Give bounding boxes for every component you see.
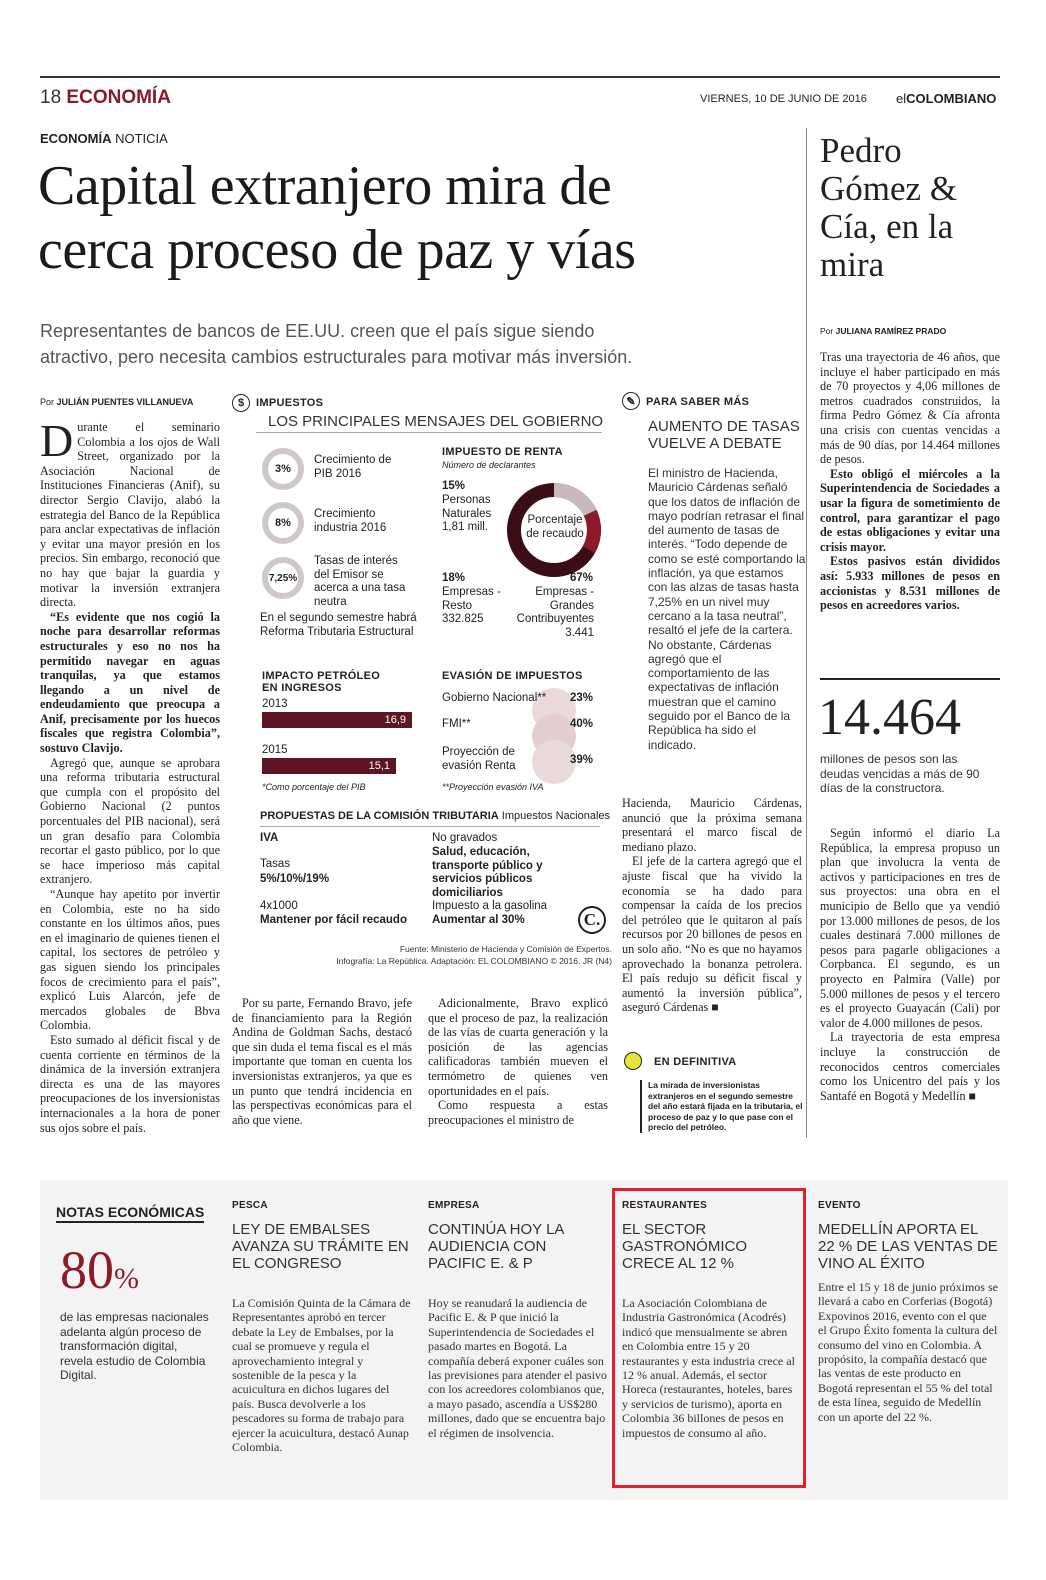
gasolina-value: Aumentar al 30% [432,914,525,926]
notes-big-unit: % [114,1262,139,1295]
right-byline [820,326,946,336]
header-top-rule [40,76,1000,78]
x4000-label: 4x1000 [260,900,298,912]
byline [40,397,193,407]
right-paragraph-3: Estos pasivos están divididos así: 5.933 millones de pesos en accionistas y 8.531 millones de pesos en acreedores varios. [820,554,1000,613]
petroleo-note: *Como porcentaje del PIB [262,782,366,792]
note-body: Entre el 15 y 18 de junio próximos se llevará a cabo en Corferias (Bogotá) Expovinos 2016, evento con el que el Grupo Éxito fomenta la cultura del consumo del vino en Colombia. A propósito, la compañía destacó que las ventas de este producto en Bogotá representan el 55 % del total de esta línea, seguido de Medellín con un aporte del 22 %. [818,1280,998,1424]
petroleo-bar-2015: 15,1 [262,758,396,774]
article-column-3 [428,996,608,1127]
byline-prefix: Por [40,397,57,407]
ring-rates-label: Tasas de interés del Emisor se acerca a una tasa neutra [314,555,406,608]
petroleo-bar-2013: 16,9 [262,712,412,728]
note-label: PESCA [232,1200,268,1211]
col1-paragraph-4: “Aunque hay apetito por invertir en Colombia, este no ha sido constante en los últimos años, pues en el imaginario de quienes tienen el capital, los sectores de petróleo y gas siguen siendo los principales focos de crecimiento para el país”, explicó Luis Alarcón, jefe de mercados globales de Bbva Colombia. [40,887,220,1033]
col4-paragraph-2: El jefe de la cartera agregó que el ajuste fiscal que ha vivido la economía se ha dado para compensar la caída de los precios del petróleo que le quitaron al país recursos por 20 billones de pesos en un solo año. “No es que no hayamos aprovechado la bonanza petrolera. El país redujo su déficit fiscal y aumentó la inversión pública”, aseguró Cárdenas ■ [622,854,802,1015]
note-item-pesca [232,1200,412,1454]
note-body: La Asociación Colombiana de Industria Gastronómica (Acodrés) indicó que mensualmente se abren en Colombia entre 15 y 20 restaurantes y esta industria crece al 12 % anual. Además, el sector Horeca (restaurantes, hoteles, bares y servicios de turismo), aporta en Colombia 36 billones de pesos en impuestos de consumo al año. [622,1296,795,1440]
infographic-title: LOS PRINCIPALES MENSAJES DEL GOBIERNO [268,413,604,430]
evasion-gobierno-label: Gobierno Nacional** [442,692,547,704]
kicker [40,131,168,146]
renta-15-label: Personas Naturales 1,81 mill. [442,494,492,533]
col4-paragraph-1: Hacienda, Mauricio Cárdenas, anunció que la próxima semana presentará el marco fiscal de mediano plazo. [622,796,802,854]
saber-title: AUMENTO DE TASAS VUELVE A DEBATE [648,418,800,452]
headline-line-2: cerca proceso de paz y vías [38,219,636,281]
evasion-renta-label: Proyección de evasión Renta [442,746,516,772]
reform-note: En el segundo semestre habrá Reforma Tributaria Estructural [260,612,417,638]
summary-icon [624,1052,642,1070]
saber-body: El ministro de Hacienda, Mauricio Cárdenas señaló que los datos de inflación de mayo podrían retrasar el final del aumento de tasas de interés. “Todo depende de como se esté comportando la inflación, ya que estamos con las alzas de tasas hasta 7,25% en un nivel muy cercano a la tasa neutral”, resaltó el jefe de la cartera. No obstante, Cárdenas agregó que el comportamiento de las expectativas de inflación muestran que el camino seguido por el Banco de la República ha sido el indicado. [648,466,806,752]
ring-industry-label: Crecimiento industria 2016 [314,508,387,534]
header-date: VIERNES, 10 DE JUNIO DE 2016 [700,93,867,105]
propuestas-title-bold: PROPUESTAS DE LA COMISIÓN TRIBUTARIA [260,810,499,822]
kicker-type: NOTICIA [111,131,168,146]
definitiva-text: La mirada de inversionistas extranjeros en el segundo semestre del año estará fijada en la tributaria, el proceso de paz y lo que pase con el precio del petróleo. [640,1080,806,1133]
evasion-fmi-value: 40% [570,718,594,730]
page-header [40,88,171,108]
article-column-2 [232,996,412,1127]
renta-15-value: 15% [442,480,466,492]
big-number-rule [820,678,1000,680]
iva-label: IVA [260,832,279,844]
deck-line-2: atractivo, pero necesita cambios estructurales para motivar más inversión. [40,347,633,367]
right-paragraph-1: Tras una trayectoria de 46 años, que incluye el haber participado en más de 70 proyectos y 4,06 millones de metros cuadrados construidos, la firma Pedro Gómez & Cía afronta una crisis con cuentas vencidas a más de 90 días, por 14.464 millones de pesos. [820,350,1000,467]
ring-pib: 3% [262,448,304,490]
infographic-label: IMPUESTOS [256,397,324,409]
deck [40,318,810,370]
big-number-caption: millones de pesos son las deudas vencidas a más de 90 días de la constructora. [820,752,980,795]
paper-logo [896,91,996,106]
tasas-label: Tasas [260,858,291,870]
note-item-restaurantes [622,1200,800,1440]
section-name: ECONOMÍA [66,87,171,108]
paper-logo-name: COLOMBIANO [906,91,997,106]
pushpin-icon: ✎ [622,392,640,410]
gasolina-label: Impuesto a la gasolina [432,900,548,912]
right-story-body-bottom [820,826,1000,1103]
propuestas-rule [260,826,600,827]
headline-line-1: Capital extranjero mira de [38,155,612,217]
note-title: CONTINÚA HOY LA AUDIENCIA CON PACIFIC E. & P [428,1221,564,1272]
evasion-note: **Proyección evasión IVA [442,782,544,792]
kicker-section: ECONOMÍA [40,131,112,146]
definitiva-label: EN DEFINITIVA [654,1056,737,1068]
column-divider [806,128,807,1138]
note-label: EVENTO [818,1200,861,1211]
infographic-credit: Infografía: La República. Adaptación: EL COLOMBIANO © 2016. JR (N4) [336,956,612,966]
col2-paragraph-1: Por su parte, Fernando Bravo, jefe de financiamiento para la Región Andina de Goldman Sachs, destacó que sin duda el tema fiscal es el más importante que toman en cuenta los inversionistas extranjeros, ya que es un punto que tendrá incidencia en las perspectivas económicas para el año que viene. [232,996,412,1127]
right-paragraph-4: Según informó el diario La República, la empresa propuso un plan que involucra la venta de activos y participaciones en tres de sus proyectos: una obra en el municipio de Bello que ya vendió por 13.000 millones de pesos, de los cuales destinará 7.000 millones de pesos para pagarle obligaciones a Corpbanca. El segundo, es un proyecto en Palmira (Valle) por 5.000 millones de pesos y el tercero es el proyecto Guayacán (Cali) por valor de 4.000 millones de pesos. [820,826,1000,1030]
ring-pib-label: Crecimiento de PIB 2016 [314,454,392,480]
propuestas-title [260,810,610,822]
right-headline: Pedro Gómez & Cía, en la mira [820,131,958,284]
note-item-evento [818,1200,998,1424]
note-title: LEY DE EMBALSES AVANZA SU TRÁMITE EN EL CONGRESO [232,1221,409,1272]
tasas-value: 5%/10%/19% [260,873,330,885]
no-gravados-label: No gravados [432,832,498,844]
right-paragraph-2: Esto obligó el miércoles a la Superintendencia de Sociedades a usar la figura de sometimiento de control, para garantizar el pago de estas obligaciones y evitar una crisis mayor. [820,466,1000,554]
donut-label: Porcentaje de recaudo [526,514,584,540]
propuestas-title-rest: Impuestos Nacionales [498,810,611,822]
saber-label: PARA SABER MÁS [646,396,750,408]
note-label: EMPRESA [428,1200,480,1211]
note-body: La Comisión Quinta de la Cámara de Representantes aprobó en tercer debate la Ley de Embalses, por la cual se promueve y regula el aprovechamiento integral y sostenible de la pesca y la acuicultura en dichos lugares del país. Busca devolverle a los pescadores su forma de trabajo para ejercer la acuicultura, destacó Aunap Colombia. [232,1296,411,1455]
evasion-title: EVASIÓN DE IMPUESTOS [442,670,583,682]
renta-18-label: Empresas - Resto 332.825 [442,586,501,625]
right-story-body-top [820,350,1000,613]
drop-cap: D [40,420,74,466]
no-gravados-value: Salud, educación, transporte público y servicios públicos domiciliarios [432,846,543,899]
col1-paragraph-1: urante el seminario Colombia a los ojos de Wall Street, organizado por la Asociación Nacional de Instituciones Financieras (Anif), su director Sergio Clavijo, alabó la estrategia del Banco de la República para anclar expectativas de inflación y evitar una mayor presión en los precios. Sin embargo, reconoció que no hay que bajar la guardia y motivar la inversión extranjera directa. [40,420,220,610]
infographic [232,392,612,972]
col1-paragraph-5: Esto sumado al déficit fiscal y de cuenta corriente en términos de la dinámica de la inversión extranjera directa es una de las mayores preocupaciones de los inversionistas internacionales a la hora de poner sus ojos sobre el país. [40,1032,220,1135]
ring-industry: 8% [262,502,304,544]
page-number: 18 [40,87,62,108]
deck-line-1: Representantes de bancos de EE.UU. creen que el país sigue siendo [40,321,595,341]
evasion-renta-value: 39% [570,754,594,766]
ring-rates: 7,25% [262,557,304,599]
right-byline-prefix: Por [820,326,836,336]
col3-paragraph-1: Adicionalmente, Bravo explicó que el proceso de paz, la realización de las vías de cuarta generación y la posición de las agencias calificadoras también mueven el termómetro de quienes ven oportunidades en el país. [428,996,608,1098]
petroleo-year-2013: 2013 [262,698,288,710]
petroleo-title: IMPACTO PETRÓLEO EN INGRESOS [262,670,381,694]
right-paragraph-5: La trayectoria de esta empresa incluye la construcción de reconocidos centros comerciales como los Unicentro del país y los Santafé en Bogotá y Medellín ■ [820,1030,1000,1103]
headline [38,154,808,282]
big-number: 14.464 [818,689,961,746]
renta-subtitle: Número de declarantes [442,460,536,470]
col1-paragraph-2: “Es evidente que nos cogió la noche para desarrollar reformas estructurales y eso no nos ha permitido navegar en aguas tranquilas, ya que estamos llegando a un nivel de endeudamiento que preocupa a Anif, precisamente por los huecos fiscales que registra Colombia”, sostuvo Clavijo. [40,609,220,756]
notes-big-value: 80 [60,1240,114,1300]
infographic-rule [256,432,602,433]
notes-label: NOTAS ECONÓMICAS [56,1204,204,1223]
x4000-value: Mantener por fácil recaudo [260,914,407,926]
dollar-icon: $ [232,394,250,412]
note-label: RESTAURANTES [622,1200,708,1211]
notes-big-stat [60,1240,139,1309]
infographic-source: Fuente: Ministerio de Hacienda y Comisión de Expertos. [399,944,612,954]
renta-title: IMPUESTO DE RENTA [442,446,563,458]
col1-paragraph-3: Agregó que, aunque se aprobara una reforma tributaria estructural que cumpla con el propósito del Gobierno Nacional (2 puntos porcentuales del PIB nacional), será un gran desafío para Colombia recortar el gasto público, por lo que se hace imperioso más capital extranjero. [40,755,220,887]
renta-67-value: 67% [570,572,594,584]
note-item-empresa [428,1200,608,1440]
note-title: EL SECTOR GASTRONÓMICO CRECE AL 12 % [622,1221,748,1272]
renta-18-value: 18% [442,572,466,584]
renta-67-label: Empresas -Grandes Contribuyentes 3.441 [516,586,594,639]
note-title: MEDELLÍN APORTA EL 22 % DE LAS VENTAS DE VINO AL ÉXITO [818,1221,998,1272]
el-colombiano-logo-icon: C. [578,906,606,934]
byline-author: JULIÁN PUENTES VILLANUEVA [56,397,194,407]
paper-logo-prefix: el [896,91,907,106]
article-column-4 [622,796,802,1015]
notes-big-caption: de las empresas nacionales adelanta algún proceso de transformación digital, revela estudio de Colombia Digital. [60,1310,209,1382]
note-body: Hoy se reanudará la audiencia de Pacific E. & P que inició la Superintendencia de Sociedades el pasado martes en Bogotá. La compañía deberá exponer cuáles son las previsiones para atender el pasivo con los acreedores colombianos que, a mayo pasado, ascendía a US$280 millones, dado que se encuentra bajo el régimen de insolvencia. [428,1296,607,1440]
col3-paragraph-2: Como respuesta a estas preocupaciones el ministro de [428,1098,608,1127]
petroleo-year-2015: 2015 [262,744,288,756]
article-column-1 [40,420,220,1140]
evasion-gobierno-value: 23% [570,692,594,704]
right-byline-author: JULIANA RAMÍREZ PRADO [835,326,947,336]
evasion-fmi-label: FMI** [442,718,471,730]
